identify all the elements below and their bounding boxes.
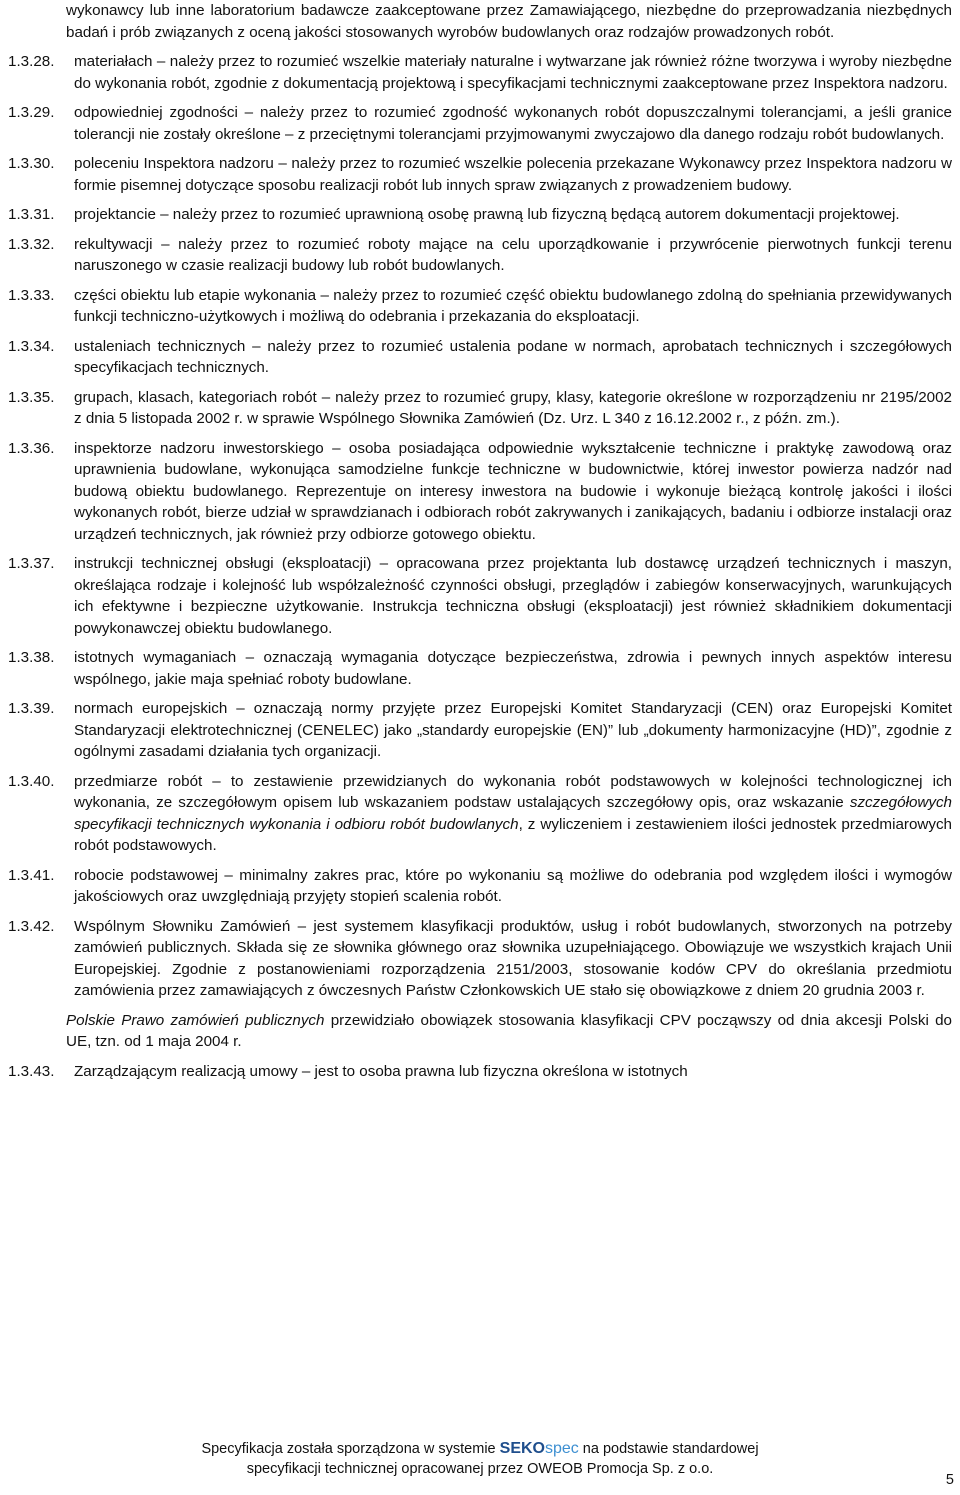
sekospec-logo-spec: spec — [544, 1440, 579, 1457]
definition-entry — [8, 51, 952, 94]
entry-text — [74, 771, 952, 857]
definition-entry — [8, 102, 952, 145]
entry-text: inspektorze nadzoru inwestorskiego – osoba posiadająca odpowiednie wykształcenie techniczne i praktykę zawodową oraz uprawnienia budowlane, wykonująca samodzielne funkcje techniczne w budownictwie, której inwestor powierza nadzór nad budową obiektu budowlanego. Reprezentuje on interesy inwestora na budowie i wykonuje bieżącą kontrolę jakości i ilości wykonanych robót, bierze udział w sprawdzianach i odbiorach robót zakrywanych i zanikających, badaniu i odbiorze instalacji oraz urządzeń technicznych, jak również przy odbiorze gotowego obiektu. — [74, 439, 952, 543]
footer-line-1 — [0, 1439, 960, 1459]
definition-entry — [8, 336, 952, 379]
page-number: 5 — [945, 1472, 954, 1488]
entry-text-italic: szczegółowych specyfikacji technicznych wykonania i odbioru robót budowlanych — [74, 794, 952, 833]
entry-text: Wspólnym Słowniku Zamówień – jest systemem klasyfikacji produktów, usług i robót budowlanych, stworzonych na potrzeby zamówień publicznych. Składa się ze słownika głównego oraz słownika uzupełniającego. Obowiązuje we wszystkich krajach Unii Europejskiej. Zgodnie z postanowieniami rozporządzenia 2151/2003, stosowanie kodów CPV do określania przedmiotu zamówienia przez zamawiających z ówczesnych Państw Członkowskich UE stało się obowiązkowe z dniem 20 grudnia 2003 r. — [74, 917, 952, 999]
entry-number: 1.3.42. — [8, 917, 55, 935]
entry-number: 1.3.37. — [8, 555, 55, 572]
entry-text: odpowiedniej zgodności – należy przez to rozumieć zgodność wykonanych robót dopuszczalnymi tolerancjami, a jeśli granice tolerancji nie zostały określone – z przeciętnymi tolerancjami przyjmowanymi zwyczajowo dla danego rodzaju robót budowlanych. — [74, 104, 952, 143]
entry-text: ustaleniach technicznych – należy przez to rozumieć ustalenia podane w normach, aprobatach technicznych i szczegółowych specyfikacjach technicznych. — [74, 337, 952, 376]
definition-entry — [8, 698, 952, 763]
definition-entry — [8, 865, 952, 908]
entry-number: 1.3.34. — [8, 337, 55, 355]
entry-number: 1.3.41. — [8, 866, 55, 884]
entry-number: 1.3.33. — [8, 286, 55, 304]
entry-text: grupach, klasach, kategoriach robót – należy przez to rozumieć grupy, klasy, kategorie określone w rozporządzeniu nr 2195/2002 z dnia 5 listopada 2002 r. w sprawie Wspólnego Słownika Zamówień (Dz. Urz. L 340 z 16.12.2002 r., z późn. zm.). — [74, 388, 952, 427]
entry-text: poleceniu Inspektora nadzoru – należy przez to rozumieć wszelkie polecenia przekazane Wykonawcy przez Inspektora nadzoru w formie pisemnej dotyczące sposobu realizacji robót lub innych spraw związanych z prowadzeniem budowy. — [74, 155, 952, 194]
entry-text: robocie podstawowej – minimalny zakres prac, które po wykonaniu są możliwe do odebrania pod względem ilości i wymogów jakościowych oraz uwzględniają przyjęty stopień scalenia robót. — [74, 866, 952, 905]
entry-text-part: , z wyliczeniem i zestawieniem ilości jednostek przedmiarowych robót podstawowych. — [74, 815, 952, 854]
footer-text-before: Specyfikacja została sporządzona w systemie — [201, 1441, 500, 1457]
entry-text: Zarządzającym realizacją umowy – jest to osoba prawna lub fizyczna określona w istotnych — [74, 1062, 688, 1080]
entry-text: instrukcji technicznej obsługi (eksploatacji) – opracowana przez projektanta lub dostawcę urządzeń technicznych i maszyn, określająca rodzaje i kolejność lub współzależność czynności obsługi, przeglądów i zabiegów konserwacyjnych, warunkujących ich efektywne i bezpieczne użytkowanie. Instrukcja techniczna obsługi (eksploatacji) jest również składnikiem dokumentacji powykonawczej obiektu budowlanego. — [74, 555, 952, 637]
footer-line-2: specyfikacji technicznej opracowanej przez OWEOB Promocja Sp. z o.o. — [246, 1461, 714, 1477]
definition-entry — [8, 553, 952, 639]
cpv-note-text: przewidziało obowiązek stosowania klasyfikacji CPV począwszy od dnia akcesji Polski do UE, tzn. od 1 maja 2004 r. — [66, 1011, 953, 1050]
entry-text: normach europejskich – oznaczają normy przyjęte przez Europejski Komitet Standaryzacji (CEN) oraz Europejski Komitet Standaryzacji elektrotechnicznej (CENELEC) jako „standardy europejskie (EN)” lub „dokumenty harmonizacyjne (HD)”, zgodnie z ogólnymi zasadami działania tych organizacji. — [74, 700, 952, 760]
definition-list — [8, 51, 952, 1002]
document-body — [8, 0, 952, 1090]
sekospec-logo-seko: SEKO — [499, 1440, 545, 1457]
entry-number: 1.3.29. — [8, 104, 55, 121]
definition-entry — [8, 771, 952, 857]
intro-paragraph: wykonawcy lub inne laboratorium badawcze zaakceptowane przez Zamawiającego, niezbędne do przeprowadzania niezbędnych badań i prób związanych z oceną jakości stosowanych wyrobów budowlanych oraz rodzajów prowadzonych robót. — [66, 2, 952, 41]
entry-number: 1.3.36. — [8, 439, 55, 457]
entry-number: 1.3.32. — [8, 235, 55, 253]
page-footer — [0, 1439, 960, 1479]
entry-text: części obiektu lub etapie wykonania – należy przez to rozumieć część obiektu budowlanego zdolną do spełniania przewidywanych funkcji techniczno-użytkowych i możliwą do odebrania i przekazania do eksploatacji. — [74, 286, 952, 325]
cpv-note — [8, 1010, 952, 1053]
entry-text: projektancie – należy przez to rozumieć uprawnioną osobę prawną lub fizyczną będącą autorem dokumentacji projektowej. — [74, 206, 900, 223]
definition-entry — [8, 204, 952, 226]
entry-number: 1.3.31. — [8, 206, 55, 223]
definition-entry — [8, 1061, 952, 1083]
definition-entry — [8, 438, 952, 546]
entry-number: 1.3.38. — [8, 649, 55, 666]
definition-entry — [8, 285, 952, 328]
definition-entry — [8, 153, 952, 196]
entry-text: materiałach – należy przez to rozumieć wszelkie materiały naturalne i wytwarzane jak również różne tworzywa i wyroby niezbędne do wykonania robót, zgodnie z dokumentacją projektową i specyfikacjami technicznymi zaakceptowane przez Inspektora nadzoru. — [74, 53, 952, 92]
entry-number: 1.3.43. — [8, 1062, 55, 1080]
entry-text: istotnych wymaganiach – oznaczają wymagania dotyczące bezpieczeństwa, zdrowia i pewnych innych aspektów interesu wspólnego, jakie maja spełniać roboty budowlane. — [74, 649, 952, 688]
entry-number: 1.3.28. — [8, 53, 55, 70]
definition-entry — [8, 387, 952, 430]
entry-number: 1.3.35. — [8, 388, 55, 406]
definition-entry — [8, 647, 952, 690]
entry-number: 1.3.40. — [8, 772, 55, 790]
entry-number: 1.3.39. — [8, 700, 55, 717]
entry-number: 1.3.30. — [8, 155, 55, 172]
entry-text: rekultywacji – należy przez to rozumieć roboty mające na celu uporządkowanie i przywrócenie pierwotnych funkcji terenu naruszonego w czasie realizacji budowy lub robót budowlanych. — [74, 235, 952, 274]
definition-entry — [8, 916, 952, 1002]
cpv-note-italic: Polskie Prawo zamówień publicznych — [66, 1011, 325, 1029]
definition-entry — [8, 234, 952, 277]
entry-text-part: przedmiarze robót – to zestawienie przewidzianych do wykonania robót podstawowych w kolejności technologicznej ich wykonania, ze szczegółowym opisem lub wskazaniem podstaw ustalających szczegółowy opis, oraz wskazanie — [74, 772, 952, 811]
footer-text-after: na podstawie standardowej — [578, 1441, 759, 1457]
